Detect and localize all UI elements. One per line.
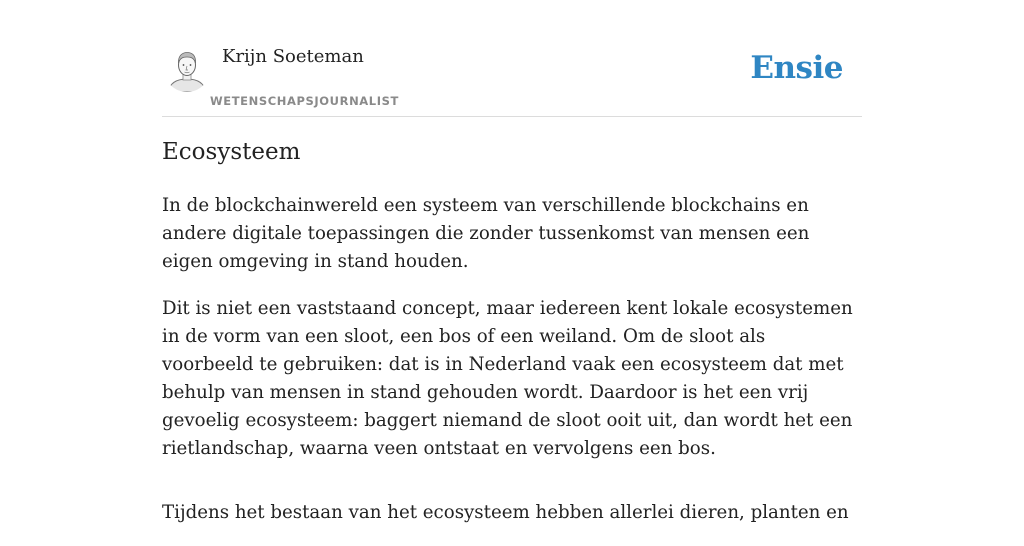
article-paragraph: In de blockchainwereld een systeem van verschillende blockchains en andere digitale toepassingen die zonder tussenkomst van mensen een eigen omgeving in stand houden. <box>162 195 810 272</box>
author-name[interactable]: Krijn Soeteman <box>222 46 364 67</box>
author-portrait-icon <box>164 46 210 92</box>
article-body <box>162 192 862 546</box>
article-card <box>162 0 862 523</box>
author-role: WETENSCHAPSJOURNALIST <box>210 94 399 108</box>
article-paragraph: Dit is niet een vaststaand concept, maar iedereen kent lokale ecosystemen in de vorm van een sloot, een bos of een weiland. Om de sloot als voorbeeld te gebruiken: dat is in Nederland vaak een ecosysteem dat met behulp van mensen in stand gehouden wordt. Daardoor is het een vrij gevoelig ecosysteem: baggert niemand de sloot ooit uit, dan wordt het een rietlandschap, waarna veen ontstaat en vervolgens een bos. <box>162 298 853 459</box>
article-paragraph: Tijdens het bestaan van het ecosysteem hebben allerlei dieren, planten en <box>162 502 849 523</box>
article-header <box>162 0 862 117</box>
ensie-logo[interactable]: Ensie <box>750 50 843 86</box>
article-title: Ecosysteem <box>162 139 301 165</box>
author-avatar[interactable] <box>164 46 210 92</box>
